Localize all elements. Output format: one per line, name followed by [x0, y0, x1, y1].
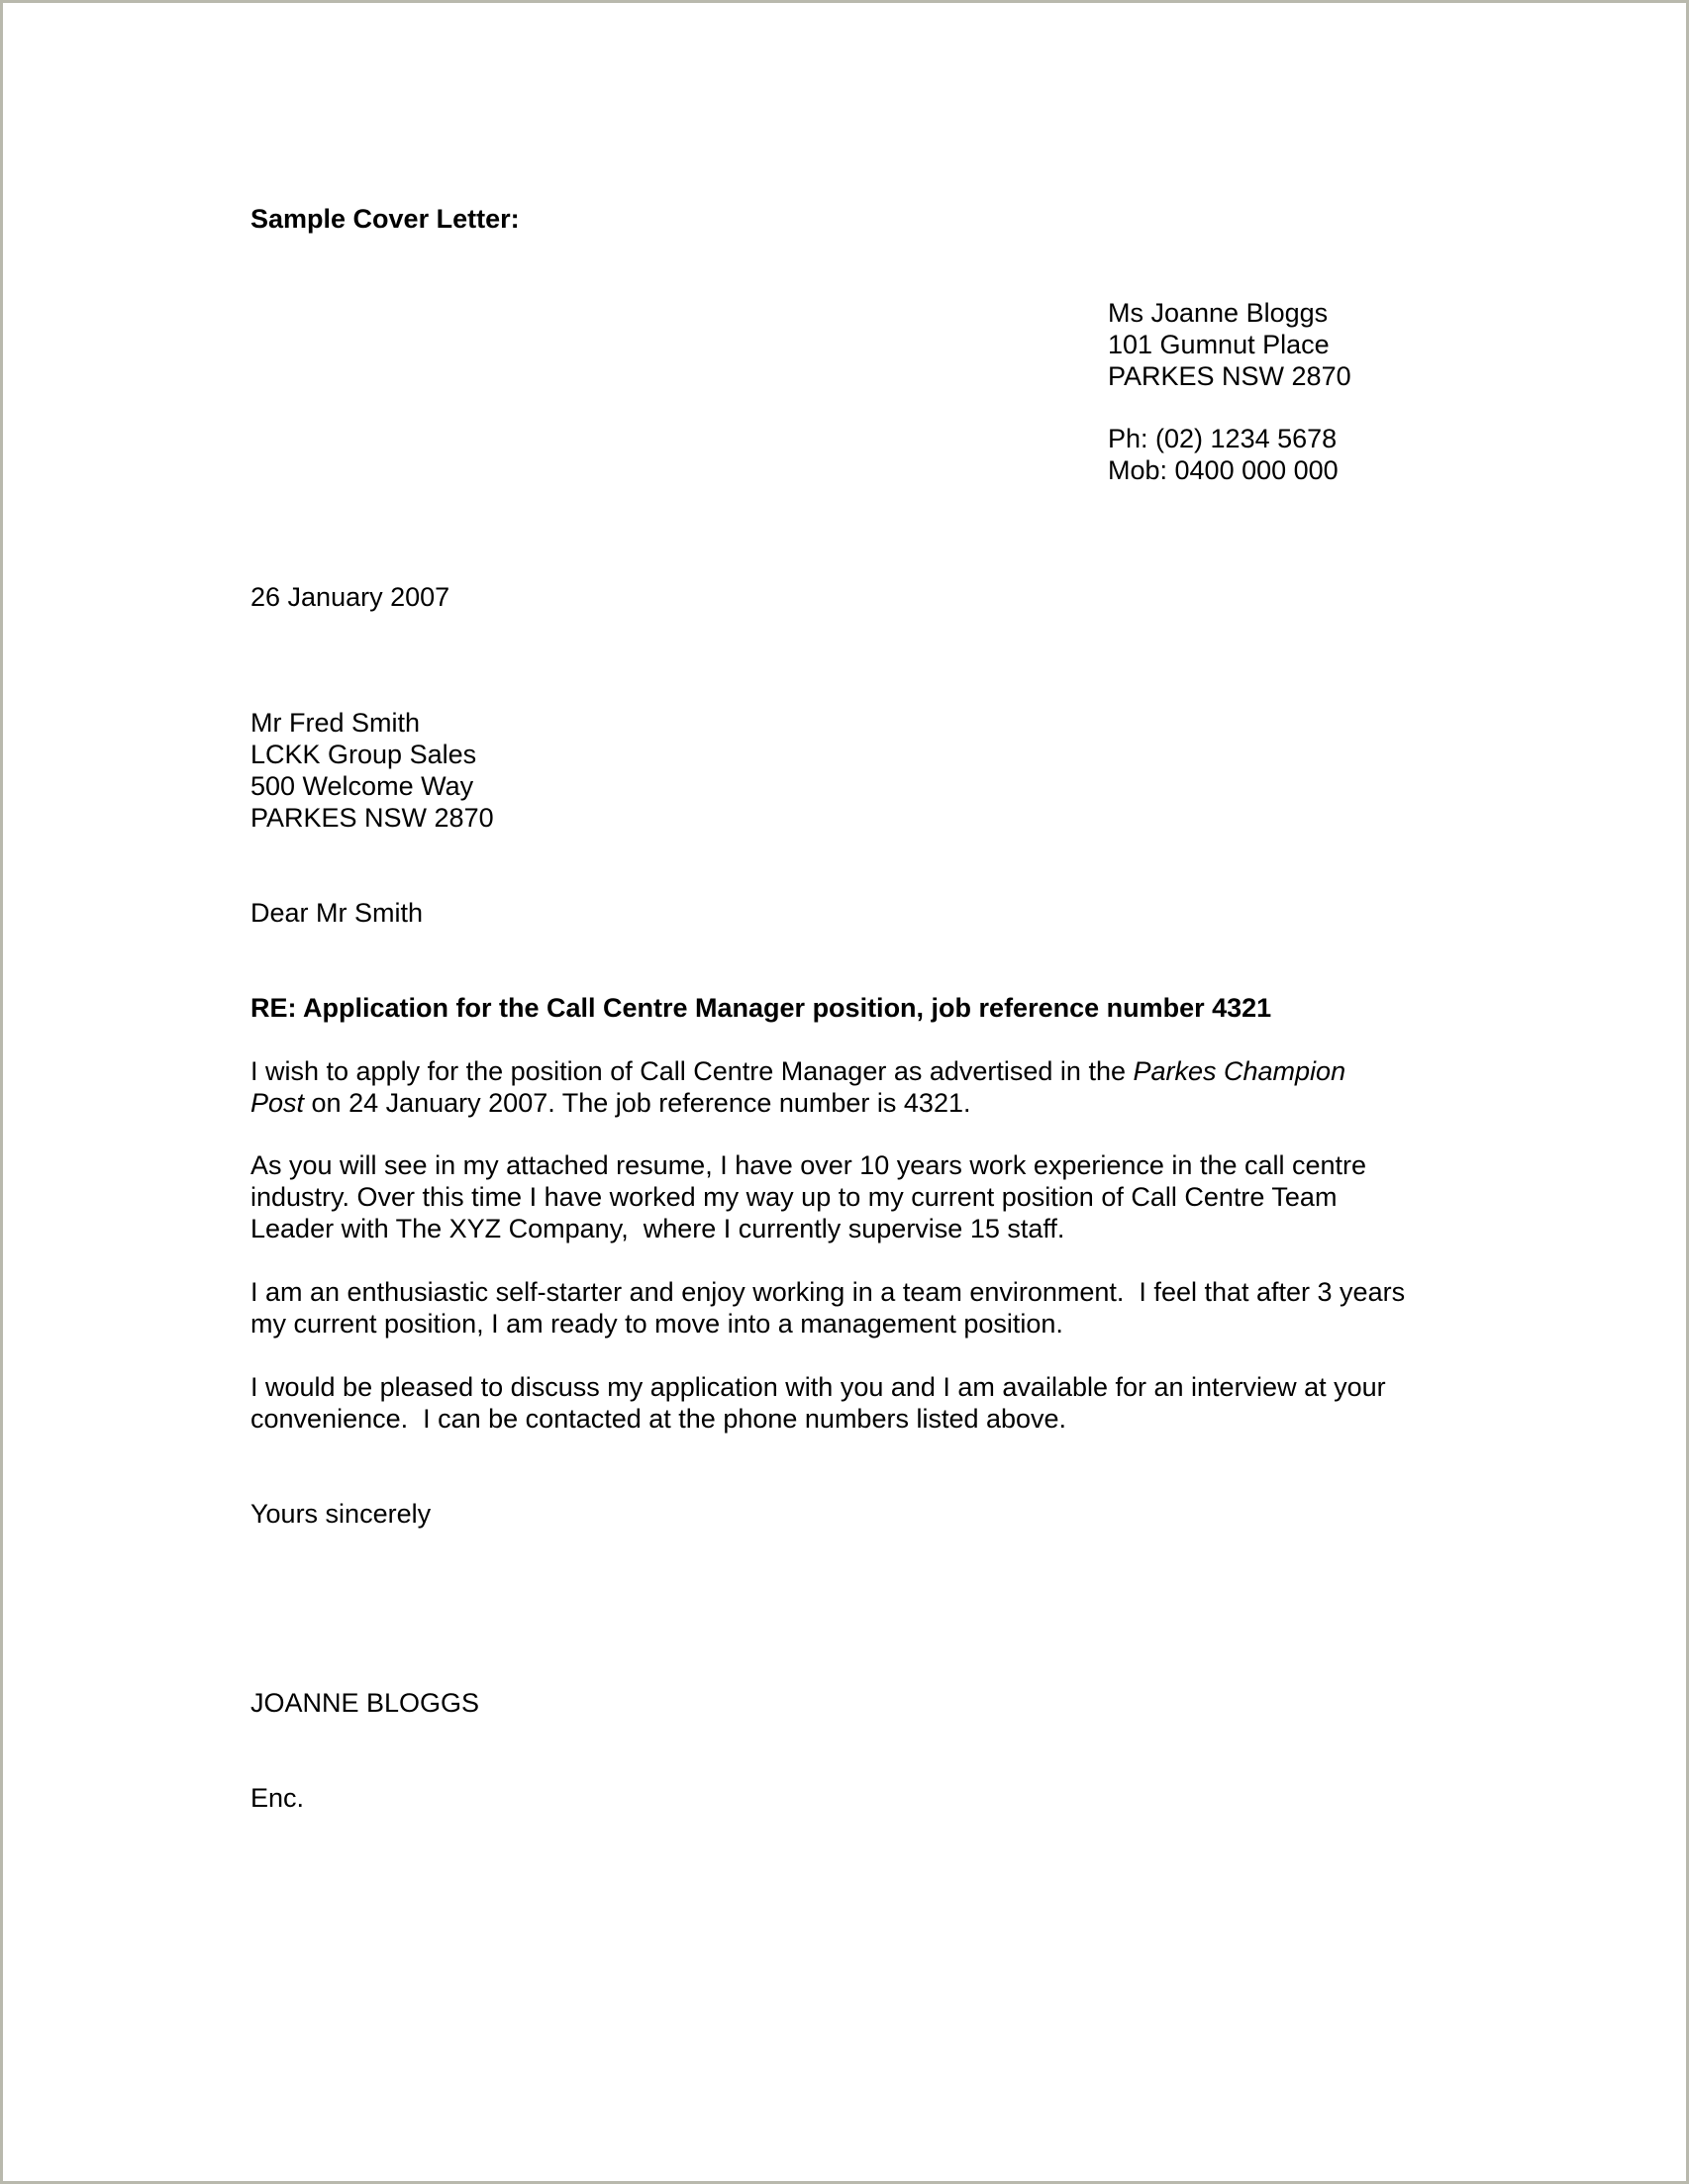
- paragraph-1-text-continued: on 24 January 2007. The job reference number is 4321.: [304, 1088, 971, 1118]
- paragraph-3-line-2: my current position, I am ready to move into a management position.: [250, 1309, 1063, 1339]
- paragraph-2-line-1: As you will see in my attached resume, I have over 10 years work experience in the call centre: [250, 1150, 1367, 1180]
- sender-contact: [1108, 423, 1339, 486]
- closing: Yours sincerely: [250, 1499, 432, 1529]
- newspaper-name-part-2: Post: [250, 1088, 305, 1118]
- paragraph-2: [250, 1149, 1366, 1244]
- signature-name: JOANNE BLOGGS: [250, 1688, 480, 1718]
- recipient-street: 500 Welcome Way: [250, 771, 474, 801]
- sender-address: [1108, 297, 1351, 392]
- paragraph-4: [250, 1371, 1386, 1435]
- paragraph-4-line-2: convenience. I can be contacted at the phone numbers listed above.: [250, 1404, 1067, 1434]
- sender-phone: Ph: (02) 1234 5678: [1108, 424, 1338, 453]
- recipient-name: Mr Fred Smith: [250, 708, 421, 738]
- paragraph-2-line-3: Leader with The XYZ Company, where I currently supervise 15 staff.: [250, 1214, 1065, 1243]
- sender-name: Ms Joanne Bloggs: [1108, 298, 1329, 328]
- paragraph-3-line-1: I am an enthusiastic self-starter and enjoy working in a team environment. I feel that after 3 years: [250, 1277, 1406, 1307]
- sender-street: 101 Gumnut Place: [1108, 330, 1330, 359]
- salutation: Dear Mr Smith: [250, 898, 424, 928]
- paragraph-4-line-1: I would be pleased to discuss my application with you and I am available for an interview at your: [250, 1372, 1386, 1402]
- paragraph-2-line-2: industry. Over this time I have worked my way up to my current position of Call Centre Team: [250, 1182, 1338, 1212]
- paragraph-1-text: I wish to apply for the position of Call Centre Manager as advertised in the: [250, 1056, 1134, 1086]
- recipient-company: LCKK Group Sales: [250, 740, 477, 769]
- paragraph-1-line-1: [250, 1055, 1345, 1087]
- recipient-city: PARKES NSW 2870: [250, 803, 494, 833]
- paragraph-1: [250, 1055, 1345, 1119]
- document-heading: Sample Cover Letter:: [250, 204, 520, 234]
- letter-date: 26 January 2007: [250, 582, 450, 612]
- enclosure-note: Enc.: [250, 1783, 305, 1813]
- subject-line: RE: Application for the Call Centre Manager position, job reference number 4321: [250, 993, 1272, 1023]
- newspaper-name-part-1: Parkes Champion: [1133, 1056, 1346, 1086]
- sender-city: PARKES NSW 2870: [1108, 361, 1351, 391]
- paragraph-3: [250, 1276, 1405, 1340]
- sender-mobile: Mob: 0400 000 000: [1108, 455, 1339, 485]
- recipient-address: [250, 707, 494, 834]
- paragraph-1-line-2: [250, 1087, 1345, 1119]
